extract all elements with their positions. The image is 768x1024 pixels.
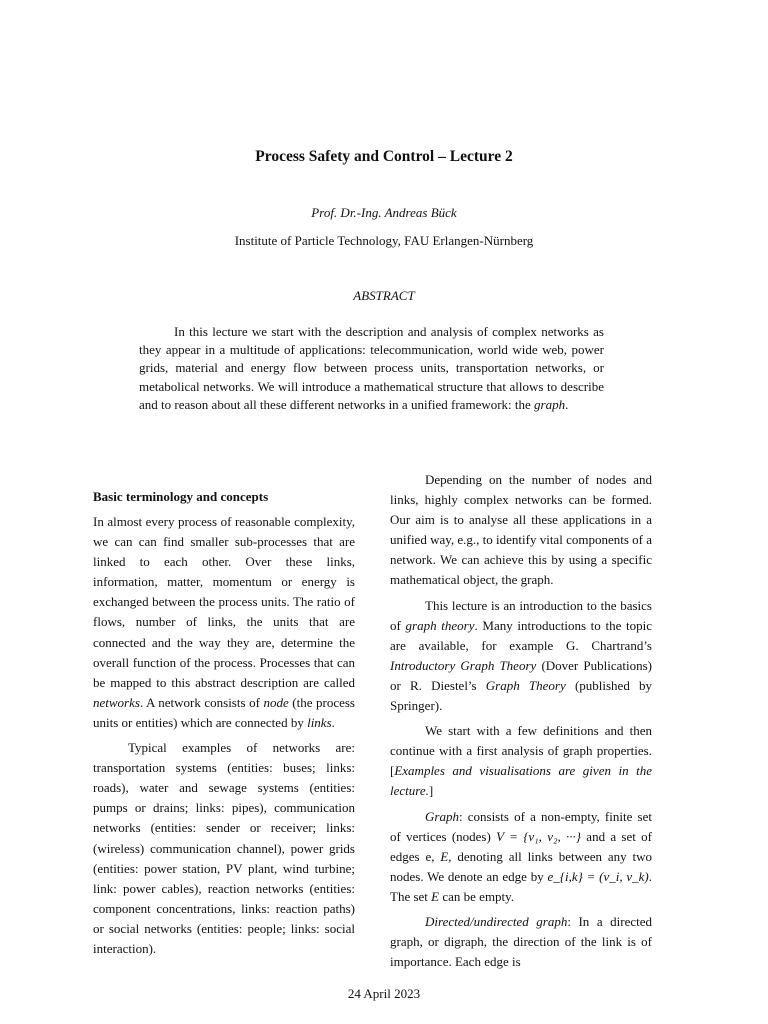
affiliation: Institute of Particle Technology, FAU Erlangen-Nürnberg <box>234 233 534 248</box>
text-run: This lecture is an introduction to the basics of <box>390 597 652 633</box>
left-paragraph-1 <box>93 512 355 733</box>
text-run: , denoting all links between any two nodes. We denote an edge by <box>390 848 652 884</box>
author-name: Prof. Dr.-Ing. Andreas Bück <box>311 205 457 220</box>
math-edge-set: E <box>440 848 449 864</box>
right-paragraph-2 <box>390 596 652 717</box>
math-edge-set: E <box>431 888 440 904</box>
abstract-body: In this lecture we start with the description and analysis of complex networks as they appear in a multitude of applications: telecommunication, world wide web, power grids, material and energy flow between process units, transportation networks, or metabolical networks. We will introduce a mathematical structure that allows to describe and to reason about all these different networks in a unified framework: the <box>139 324 604 412</box>
left-column <box>93 488 355 959</box>
abstract-text <box>139 323 604 414</box>
text-run: (Dover Publications) or R. Diestel’s <box>390 657 652 693</box>
text-run: can be empty. <box>439 888 515 904</box>
term-node: node <box>263 694 289 710</box>
term-graph: Graph <box>425 808 459 824</box>
abstract-end: . <box>565 396 569 412</box>
right-paragraph-3 <box>390 721 652 801</box>
term-directed-graph: Directed/undirected graph <box>425 913 568 929</box>
page-title: Process Safety and Control – Lecture 2 <box>255 148 513 165</box>
right-paragraph-4 <box>390 807 652 907</box>
right-paragraph-5 <box>390 912 652 972</box>
text-run: (published by Springer). <box>390 677 653 714</box>
text-run: (the process units or entities) which are connected by <box>93 694 355 730</box>
text-run: . Many introductions to the topic are available, for example G. Chartrand’s <box>390 617 652 653</box>
term-networks: networks <box>93 694 140 710</box>
left-paragraph-2: Typical examples of networks are: transportation systems (entities: buses; links: roads), water and sewage systems (entities: pumps or drains; links: pipes), communication networks (entities: sender or receiver; links: (wireless) communication channel), power grids (entities: power station, PV plant, wind turbine; link: power cables), reaction networks (entities: component concentrations, links: reaction paths) or social networks (entities: people; links: social interaction). <box>93 740 355 956</box>
math-edge-def: e_{i,k} = (v_i, v_k) <box>547 868 649 884</box>
abstract-term: graph <box>534 396 566 412</box>
book-title: Graph Theory <box>485 677 566 693</box>
text-run: . <box>331 714 335 730</box>
book-title: Introductory Graph Theory <box>390 657 537 673</box>
section-heading: Basic terminology and concepts <box>93 489 269 504</box>
math-vertex-set: V = {v₁, v₂, ···} <box>496 828 582 844</box>
right-paragraph-1: Depending on the number of nodes and links, highly complex networks can be formed. Our aim is to analyse all these applications in a unified way, e.g., to identify vital components of a network. We can achieve this by using a specific mathematical object, the graph. <box>390 472 652 588</box>
abstract-heading: ABSTRACT <box>353 288 415 303</box>
italic-note: Examples and visualisations are given in the lecture. <box>390 763 652 799</box>
text-run: . A network consists of <box>139 694 264 710</box>
right-column <box>390 470 652 972</box>
text-run: and a set of edges e, <box>390 828 652 864</box>
text-run: : consists of a non-empty, finite set of vertices (nodes) <box>390 808 652 844</box>
text-run: : In a directed graph, or digraph, the direction of the link is of importance. Each edge is <box>390 913 653 970</box>
term-links: links <box>307 714 332 730</box>
text-run: . The set <box>390 868 652 904</box>
footer-date: 24 April 2023 <box>347 986 421 1001</box>
term-graph-theory: graph theory <box>405 617 475 633</box>
text-run: In almost every process of reasonable complexity, we can can find smaller sub-processes that are linked to each other. Over these links, information, matter, momentum or energy is exchanged between the process units. The ratio of flows, number of links, the units that are connected and the way they are, determine the overall function of the process. Processes that can be mapped to this abstract description are called <box>93 514 355 690</box>
text-run: We start with a few definitions and then continue with a first analysis of graph properties. [ <box>390 723 652 779</box>
text-run: ] <box>428 783 434 799</box>
